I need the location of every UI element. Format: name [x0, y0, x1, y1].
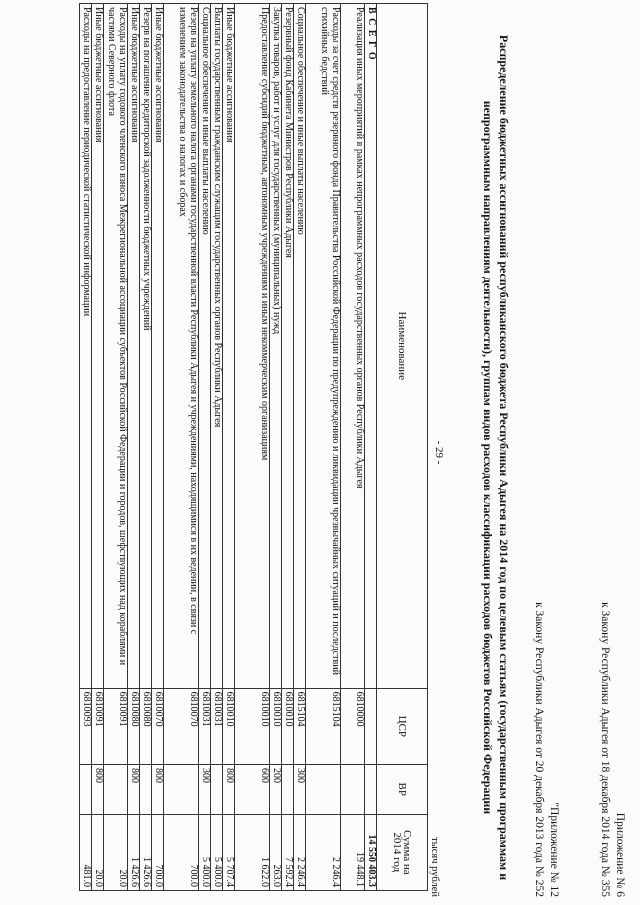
table-row [211, 4, 223, 891]
row-csr-code: 6810080 [140, 688, 152, 764]
document-title: Распределение бюджетных ассигнований республиканского бюджета Республики Адыгея на 2014 год по целевым статьям (государственным программам и непрограммным направлениям деятельности), группам видов расходов классификации расходов бюджетов Российской Федерации [481, 34, 511, 881]
table-row [282, 4, 294, 891]
row-sum: 700.0 [164, 814, 199, 890]
row-csr-code: 6810080 [128, 688, 140, 764]
row-csr-code: 6810070 [152, 688, 164, 764]
row-sum: 481.0 [80, 814, 92, 890]
row-csr-code [365, 688, 377, 764]
table-header-row [377, 4, 428, 891]
table-row [140, 4, 152, 891]
table-row [92, 4, 104, 891]
row-name: Выплаты государственным гражданским служащим государственных органов Республики Адыгея [211, 4, 223, 689]
row-sum: 5 707.4 [223, 814, 235, 890]
row-csr-code: 6810070 [164, 688, 199, 764]
table-row [80, 4, 92, 891]
row-csr-code: 6810093 [80, 688, 92, 764]
table-row [341, 4, 365, 891]
row-csr-code: 6815104 [306, 688, 341, 764]
row-sum: 2 246.4 [306, 814, 341, 890]
header-sum: Сумма на 2014 год [377, 814, 428, 890]
row-sum: 700.0 [152, 814, 164, 890]
row-name: Резерв на уплату земельного налога органами государственной власти Республики Адыгея и учреждениями, находящимися в их ведении, в связи с изменением законодательства о налогах и сборах [164, 4, 199, 689]
row-vr-code [306, 764, 341, 814]
row-name: Резерв на погашение кредиторской задолженности бюджетных учреждений [140, 4, 152, 689]
row-vr-code [211, 764, 223, 814]
row-sum: 7 592.4 [282, 814, 294, 890]
row-vr-code: 200 [270, 764, 282, 814]
appendix-number: Приложение № 6 [614, 812, 626, 897]
row-sum: 5 400.0 [211, 814, 223, 890]
row-name: Иные бюджетные ассигнования [128, 4, 140, 689]
row-vr-code: 800 [152, 764, 164, 814]
table-row [223, 4, 235, 891]
row-name: В С Е Г О [365, 4, 377, 689]
row-name: Иные бюджетные ассигнования [152, 4, 164, 689]
row-name: Расходы на предоставление периодической статистической информации [80, 4, 92, 689]
row-vr-code: 800 [223, 764, 235, 814]
table-row [152, 4, 164, 891]
header-name: Наименование [377, 4, 428, 689]
row-sum: 1 426.6 [140, 814, 152, 890]
row-csr-code: 6810091 [92, 688, 104, 764]
table-row [235, 4, 270, 891]
row-vr-code [341, 764, 365, 814]
original-appendix-law-reference: к Закону Республики Адыгея от 20 декабря 2013 года № 252 [533, 602, 545, 897]
row-sum: 263.0 [270, 814, 282, 890]
row-sum: 20.0 [104, 814, 128, 890]
row-vr-code [164, 764, 199, 814]
row-name: Закупка товаров, работ и услуг для государственных (муниципальных) нужд [270, 4, 282, 689]
row-csr-code: 6810010 [223, 688, 235, 764]
row-vr-code [140, 764, 152, 814]
row-sum: 5 400.0 [199, 814, 211, 890]
row-csr-code: 6810010 [282, 688, 294, 764]
row-csr-code: 6810091 [104, 688, 128, 764]
table-row [306, 4, 341, 891]
row-csr-code: 6810010 [235, 688, 270, 764]
row-vr-code: 800 [92, 764, 104, 814]
row-vr-code [104, 764, 128, 814]
row-csr-code: 6810031 [199, 688, 211, 764]
row-vr-code: 800 [128, 764, 140, 814]
row-sum: 20.0 [92, 814, 104, 890]
row-sum: 14 550 403.3 [365, 814, 377, 890]
row-name: Иные бюджетные ассигнования [223, 4, 235, 689]
table-row [270, 4, 282, 891]
row-vr-code: 300 [199, 764, 211, 814]
table-row [199, 4, 211, 891]
row-csr-code: 6810031 [211, 688, 223, 764]
row-vr-code [365, 764, 377, 814]
row-name: Реализация иных мероприятий в рамках непрограммных расходов государственных органов Республики Адыгея [341, 4, 365, 689]
table-row [104, 4, 128, 891]
row-csr-code: 6810000 [341, 688, 365, 764]
row-sum: 1 622.0 [235, 814, 270, 890]
page-number: - 29 - [433, 440, 445, 465]
row-vr-code: 600 [235, 764, 270, 814]
row-name: Резервный фонд Кабинета Министров Республики Адыгея [282, 4, 294, 689]
header-csr: ЦСР [377, 688, 428, 764]
table-row [164, 4, 199, 891]
table-row [128, 4, 140, 891]
row-name: Иные бюджетные ассигнования [92, 4, 104, 689]
budget-table [79, 3, 428, 891]
row-csr-code: 6815104 [294, 688, 306, 764]
row-csr-code: 6810010 [270, 688, 282, 764]
appendix-law-reference: к Закону Республики Адыгея от 18 декабря 2014 года № 355 [599, 602, 611, 897]
row-vr-code: 300 [294, 764, 306, 814]
row-name: Социальное обеспечение и иные выплаты населению [294, 4, 306, 689]
row-sum: 1 426.6 [128, 814, 140, 890]
row-name: Расходы на уплату годового членского взноса Межрегиональной ассоциации субъектов Российской Федерации и городов, шефствующих над кораблями и частями Северного флота [104, 4, 128, 689]
row-name: Социальное обеспечение и иные выплаты населению [199, 4, 211, 689]
row-name: Расходы за счет средств резервного фонда Правительства Российской Федерации по предупреждению и ликвидации чрезвычайных ситуаций и последствий стихийных бедствий [306, 4, 341, 689]
table-row [294, 4, 306, 891]
units-label: тысяч рублей [429, 837, 440, 897]
row-sum: 2 246.4 [294, 814, 306, 890]
row-name: Предоставление субсидий бюджетным, автономным учреждениям и иным некоммерческим организациям [235, 4, 270, 689]
row-vr-code [80, 764, 92, 814]
row-sum: 19 448.1 [341, 814, 365, 890]
row-vr-code [282, 764, 294, 814]
header-vr: ВР [377, 764, 428, 814]
table-total-row [365, 4, 377, 891]
original-appendix-number: "Приложение № 12 [548, 802, 560, 897]
